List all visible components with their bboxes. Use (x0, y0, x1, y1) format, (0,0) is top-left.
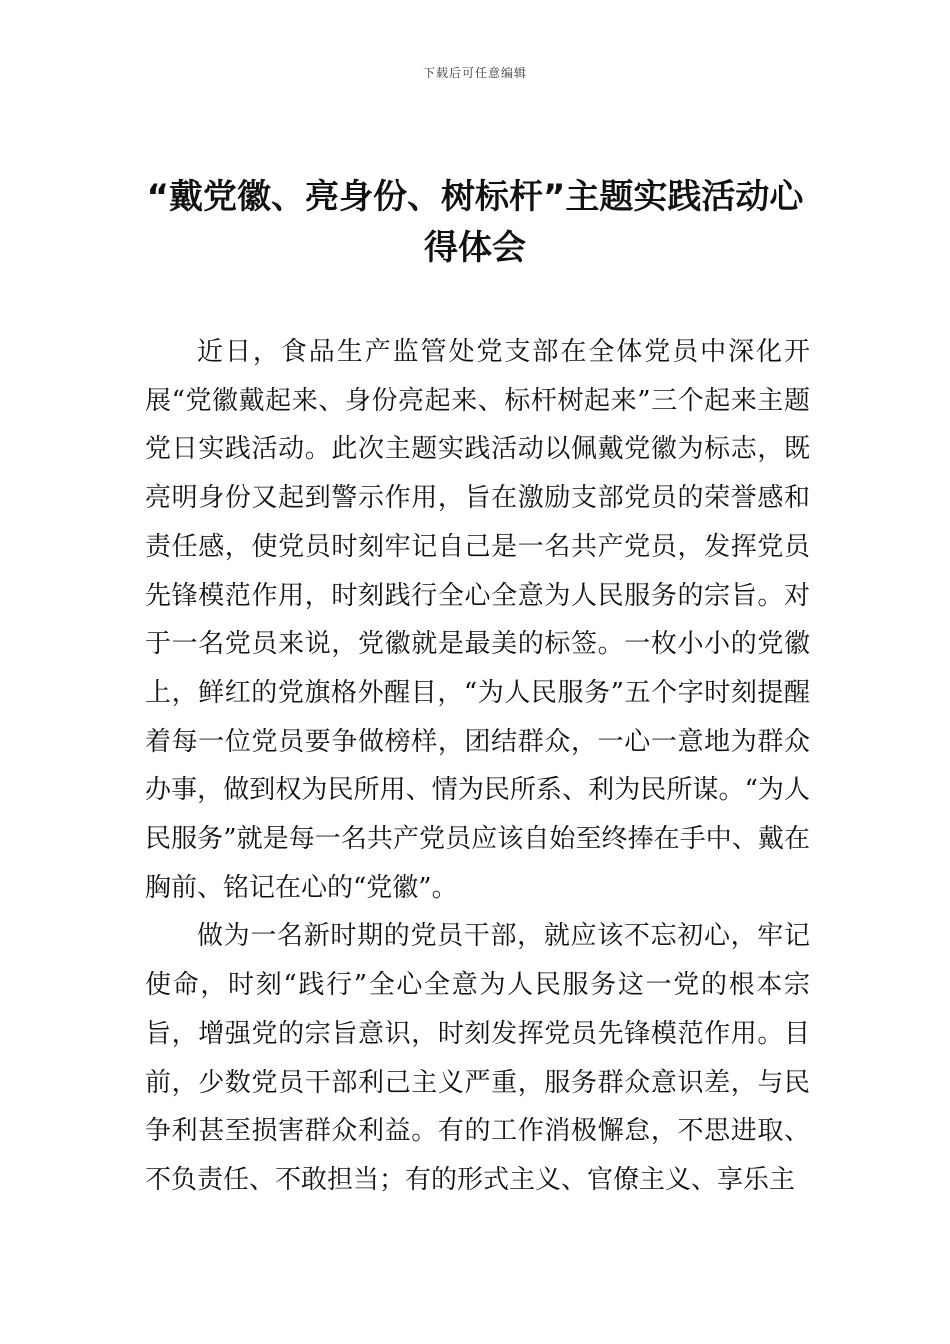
header-note: 下载后可任意编辑 (422, 66, 527, 80)
body-paragraph-1: 近日，食品生产监管处党支部在全体党员中深化开展“党徽戴起来、身份亮起来、标杆树起来”三个起来主题党日实践活动。此次主题实践活动以佩戴党徽为标志，既亮明身份又起到警示作用，旨在激励支部党员的荣誉感和责任感，使党员时刻牢记自己是一名共产党员，发挥党员先锋模范作用，时刻践行全心全意为人民服务的宗旨。对于一名党员来说，党徽就是最美的标签。一枚小小的党徽上，鲜红的党旗格外醒目，“为人民服务”五个字时刻提醒着每一位党员要争做榜样，团结群众，一心一意地为群众办事，做到权为民所用、情为民所系、利为民所谋。“为人民服务”就是每一名共产党员应该自始至终捧在手中、戴在胸前、铭记在心的“党徽”。 (145, 337, 810, 903)
document-body (145, 328, 810, 1205)
document-title: “戴党徽、亮身份、树标杆”主题实践活动心得体会 (146, 177, 804, 268)
body-paragraph-2: 做为一名新时期的党员干部，就应该不忘初心，牢记使命，时刻“践行”全心全意为人民服务这一党的根本宗旨，增强党的宗旨意识，时刻发挥党员先锋模范作用。目前，少数党员干部利己主义严重，服务群众意识差，与民争利甚至损害群众利益。有的工作消极懈怠，不思进取、不负责任、不敢担当；有的形式主义、官僚主义、享乐主 (145, 921, 810, 1195)
